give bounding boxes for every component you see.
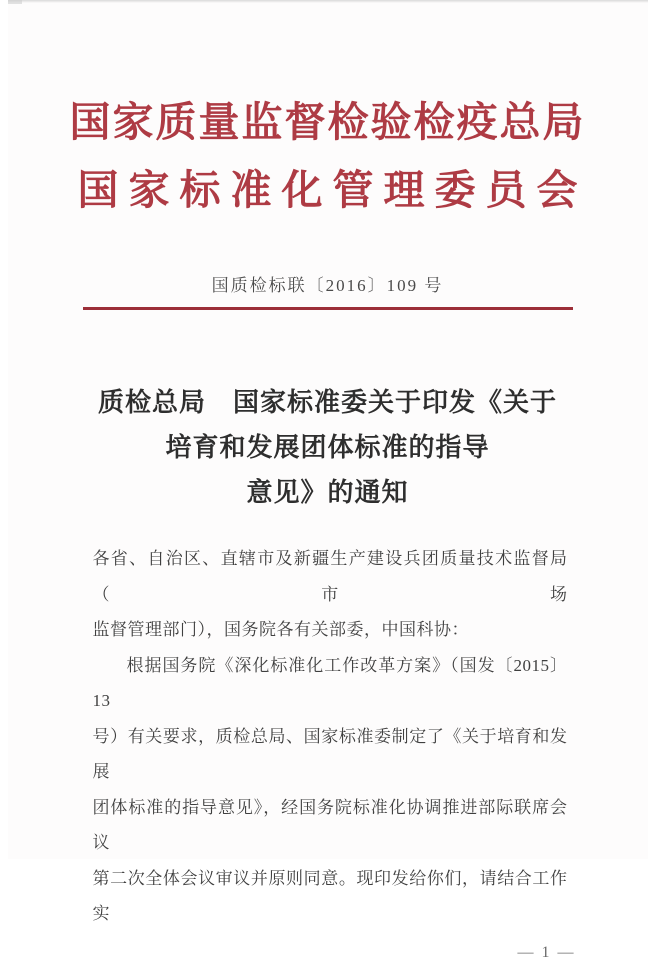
body-paragraph-line-3: 团体标准的指导意见》，经国务院标准化协调推进部际联席会议 [93,790,568,861]
document-body [8,541,648,932]
addressee-line-1: 各省、自治区、直辖市及新疆生产建设兵团质量技术监督局（市场 [93,541,568,612]
body-paragraph-line-1: 根据国务院《深化标准化工作改革方案》（国发〔2015〕13 [93,648,568,719]
scan-corner-artifact [8,0,22,4]
body-paragraph-line-4: 第二次全体会议审议并原则同意。现印发给你们，请结合工作实 [93,861,568,932]
document-title-line-2: 培育和发展团体标准的指导 [8,425,648,470]
issuing-agency-line-1: 国家质量监督检验检疫总局 [8,88,648,157]
document-title-line-3: 意见》的通知 [8,470,648,515]
body-paragraph-line-2: 号）有关要求，质检总局、国家标准委制定了《关于培育和发展 [93,719,568,790]
addressee-line-2: 监督管理部门），国务院各有关部委，中国科协： [93,612,568,648]
page-number: — 1 — [8,944,648,962]
issuing-agency-line-2: 国家标准化管理委员会 [8,157,655,223]
document-reference-number: 国质检标联〔2016〕109 号 [8,275,648,297]
scan-edge-shadow [8,0,648,3]
letterhead [8,0,648,223]
red-divider-rule [83,307,573,310]
document-title [8,380,648,515]
document-title-line-1: 质检总局 国家标准委关于印发《关于 [8,380,648,425]
scanned-document-page [8,0,648,859]
